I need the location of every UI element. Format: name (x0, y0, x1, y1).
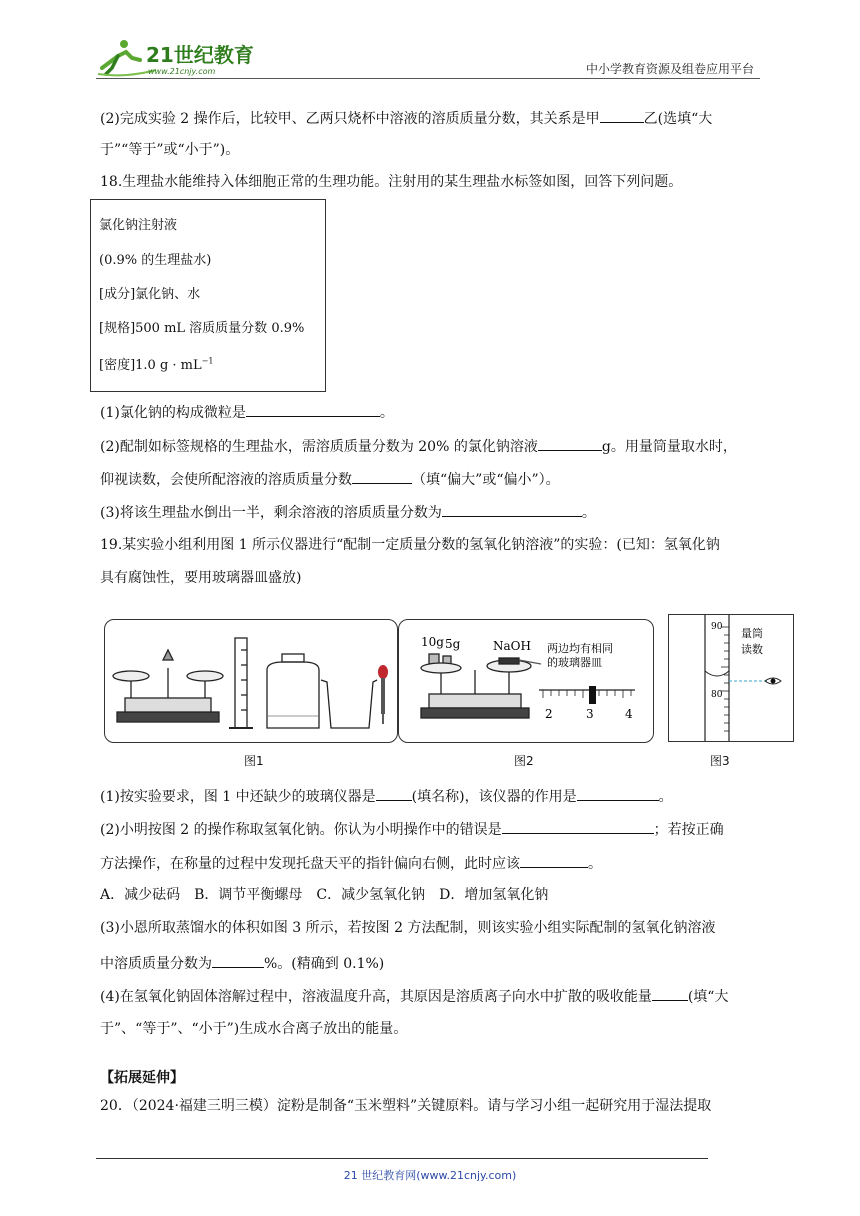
q18-part2-line1 (100, 435, 737, 457)
weight-10g-label: 10g (421, 635, 444, 649)
q18-part3-end: 。 (581, 505, 596, 521)
section-title: 【拓展延伸】 (100, 1070, 184, 1086)
q19-options: A．减少砝码 B．调节平衡螺母 C．减少氢氧化钠 D．增加氢氧化钠 (100, 887, 549, 903)
header-divider (96, 78, 760, 79)
q18-part1-end: 。 (379, 405, 394, 421)
fig3-label-line1: 量筒 (741, 627, 763, 640)
footer-divider (96, 1158, 708, 1159)
q19-part2-blank-1[interactable] (502, 818, 654, 834)
beaker-icon (321, 680, 377, 728)
balance-icon (113, 650, 223, 722)
weight-5g-label: 5g (445, 637, 461, 651)
q19-part1-text-b: (填名称)，该仪器的作用是 (411, 789, 577, 805)
q19-part3-text-a: 中溶质质量分数为 (100, 956, 212, 972)
q17-part2-text-b: 乙(选填“大 (643, 111, 713, 127)
q18-part2-blank-1[interactable] (538, 435, 602, 451)
rider (589, 686, 596, 704)
naoh-label: NaOH (493, 639, 531, 653)
q20-line1: 20．（2024·福建三明三模）淀粉是制备“玉米塑料”关键原料。请与学习小组一起研究用于湿法提取 (100, 1098, 712, 1114)
figure-2-caption: 图2 (514, 754, 534, 768)
scale-label-4: 4 (625, 707, 633, 721)
figure-3-caption: 图3 (710, 754, 730, 768)
q19-part2-line2 (100, 852, 602, 874)
label-line-2: (0.9% 的生理盐水) (99, 253, 212, 268)
label-line-3: [成分]氯化钠、水 (99, 287, 201, 302)
logo-text: 21世纪教育 (146, 43, 254, 67)
label-line-4: [规格]500 mL 溶质质量分数 0.9% (99, 321, 305, 336)
q19-part1-text-a: (1)按实验要求，图 1 中还缺少的玻璃仪器是 (100, 789, 376, 805)
q18-part2-text-b: g。用量筒量取水时， (601, 439, 737, 455)
q19-part2-text-a: (2)小明按图 2 的操作称取氢氧化钠。你认为小明操作中的错误是 (100, 822, 502, 838)
scale-label-2: 2 (545, 707, 553, 721)
graduated-cylinder-icon (229, 638, 253, 728)
q18-part1 (100, 401, 394, 423)
q19-part2-blank-2[interactable] (520, 852, 588, 868)
figure-2-weighing (399, 620, 653, 742)
reagent-bottle-icon (267, 654, 319, 728)
figure-3-panel (668, 614, 794, 742)
q18-part2-line2 (100, 468, 560, 490)
balance-icon (421, 654, 541, 718)
q19-part3-text-b: %。(精确到 0.1%) (264, 956, 385, 972)
q19-part3-line2 (100, 952, 384, 974)
q19-part1-end: 。 (658, 789, 673, 805)
label-line-5 (99, 354, 213, 373)
q18-stem: 18.生理盐水能维持入体细胞正常的生理功能。注射用的某生理盐水标签如图，回答下列问题。 (100, 174, 683, 190)
dropper-icon (378, 665, 388, 724)
q19-part2-end: 。 (588, 856, 602, 872)
q18-part3-blank[interactable] (442, 501, 582, 517)
q19-part1 (100, 785, 673, 807)
q18-part2-blank-2[interactable] (352, 468, 412, 484)
q19-part4-line2: 于”、“等于”、“小于”)生成水合离子放出的能量。 (100, 1021, 408, 1037)
cylinder-mark-90: 90 (711, 622, 723, 632)
q19-part1-blank-2[interactable] (577, 785, 659, 801)
q17-part2-text-a: (2)完成实验 2 操作后，比较甲、乙两只烧杯中溶液的溶质质量分数，其关系是甲 (100, 111, 600, 127)
label-density-exponent: −1 (201, 356, 214, 366)
q19-stem-line2: 具有腐蚀性，要用玻璃器皿盛放) (100, 570, 302, 586)
note-line-2: 的玻璃器皿 (547, 656, 602, 669)
q18-part2-text-c: 仰视读数，会使所配溶液的溶质质量分数 (100, 472, 352, 488)
q19-part4-line1 (100, 985, 728, 1007)
q19-part2-line1 (100, 818, 724, 840)
q18-part1-text: (1)氯化钠的构成微粒是 (100, 405, 246, 421)
q17-part2-line1 (100, 107, 712, 129)
figure-1-instruments (105, 620, 397, 742)
footer-site-text: 21 世纪教育网(www.21cnjy.com) (343, 1169, 517, 1182)
figure-2-panel (398, 619, 654, 743)
site-logo (96, 38, 266, 78)
saline-label-box (90, 199, 326, 392)
q19-part2-text-b: ；若按正确 (653, 822, 724, 838)
q18-part2-text-d: （填“偏大”或“偏小”）。 (412, 472, 560, 488)
label-density-text: [密度]1.0 g · mL (99, 358, 202, 373)
q19-stem-line1: 19.某实验小组利用图 1 所示仪器进行“配制一定质量分数的氢氧化钠溶液”的实验：(已知：氢氧化钠 (100, 537, 720, 553)
q19-part4-blank[interactable] (652, 985, 688, 1001)
header-platform-text: 中小学教育资源及组卷应用平台 (585, 62, 754, 76)
scale-label-3: 3 (586, 707, 594, 721)
logo-url: www.21cnjy.com (148, 67, 216, 76)
q19-part2-text-c: 方法操作，在称量的过程中发现托盘天平的指针偏向右侧，此时应该 (100, 856, 520, 872)
q18-part3-text: (3)将该生理盐水倒出一半，剩余溶液的溶质质量分数为 (100, 505, 442, 521)
q19-part3-blank[interactable] (212, 952, 264, 968)
figure-3-cylinder-reading (669, 615, 793, 741)
label-line-1: 氯化钠注射液 (99, 218, 178, 233)
q19-part1-blank-1[interactable] (376, 785, 412, 801)
q19-part4-text-a: (4)在氢氧化钠固体溶解过程中，溶液温度升高，其原因是溶质离子向水中扩散的吸收能量 (100, 989, 652, 1005)
q18-part3 (100, 501, 596, 523)
eye-icon (765, 678, 781, 684)
q17-answer-blank[interactable] (600, 107, 644, 123)
q19-part3-line1: (3)小恩所取蒸馏水的体积如图 3 所示，若按图 2 方法配制，则该实验小组实际配制的氢氧化钠溶液 (100, 920, 716, 936)
q17-part2-line2: 于”“等于”或“小于”)。 (100, 142, 240, 158)
figure-1-panel (104, 619, 398, 743)
cylinder-mark-80: 80 (711, 690, 723, 700)
rider-scale (539, 686, 635, 721)
figure-1-caption: 图1 (244, 754, 264, 768)
fig3-label-line2: 读数 (741, 643, 763, 656)
note-line-1: 两边均有相同 (547, 642, 613, 655)
q19-part4-text-b: (填“大 (687, 989, 729, 1005)
q18-part2-text-a: (2)配制如标签规格的生理盐水，需溶质质量分数为 20% 的氯化钠溶液 (100, 439, 538, 455)
q18-part1-blank[interactable] (246, 401, 380, 417)
